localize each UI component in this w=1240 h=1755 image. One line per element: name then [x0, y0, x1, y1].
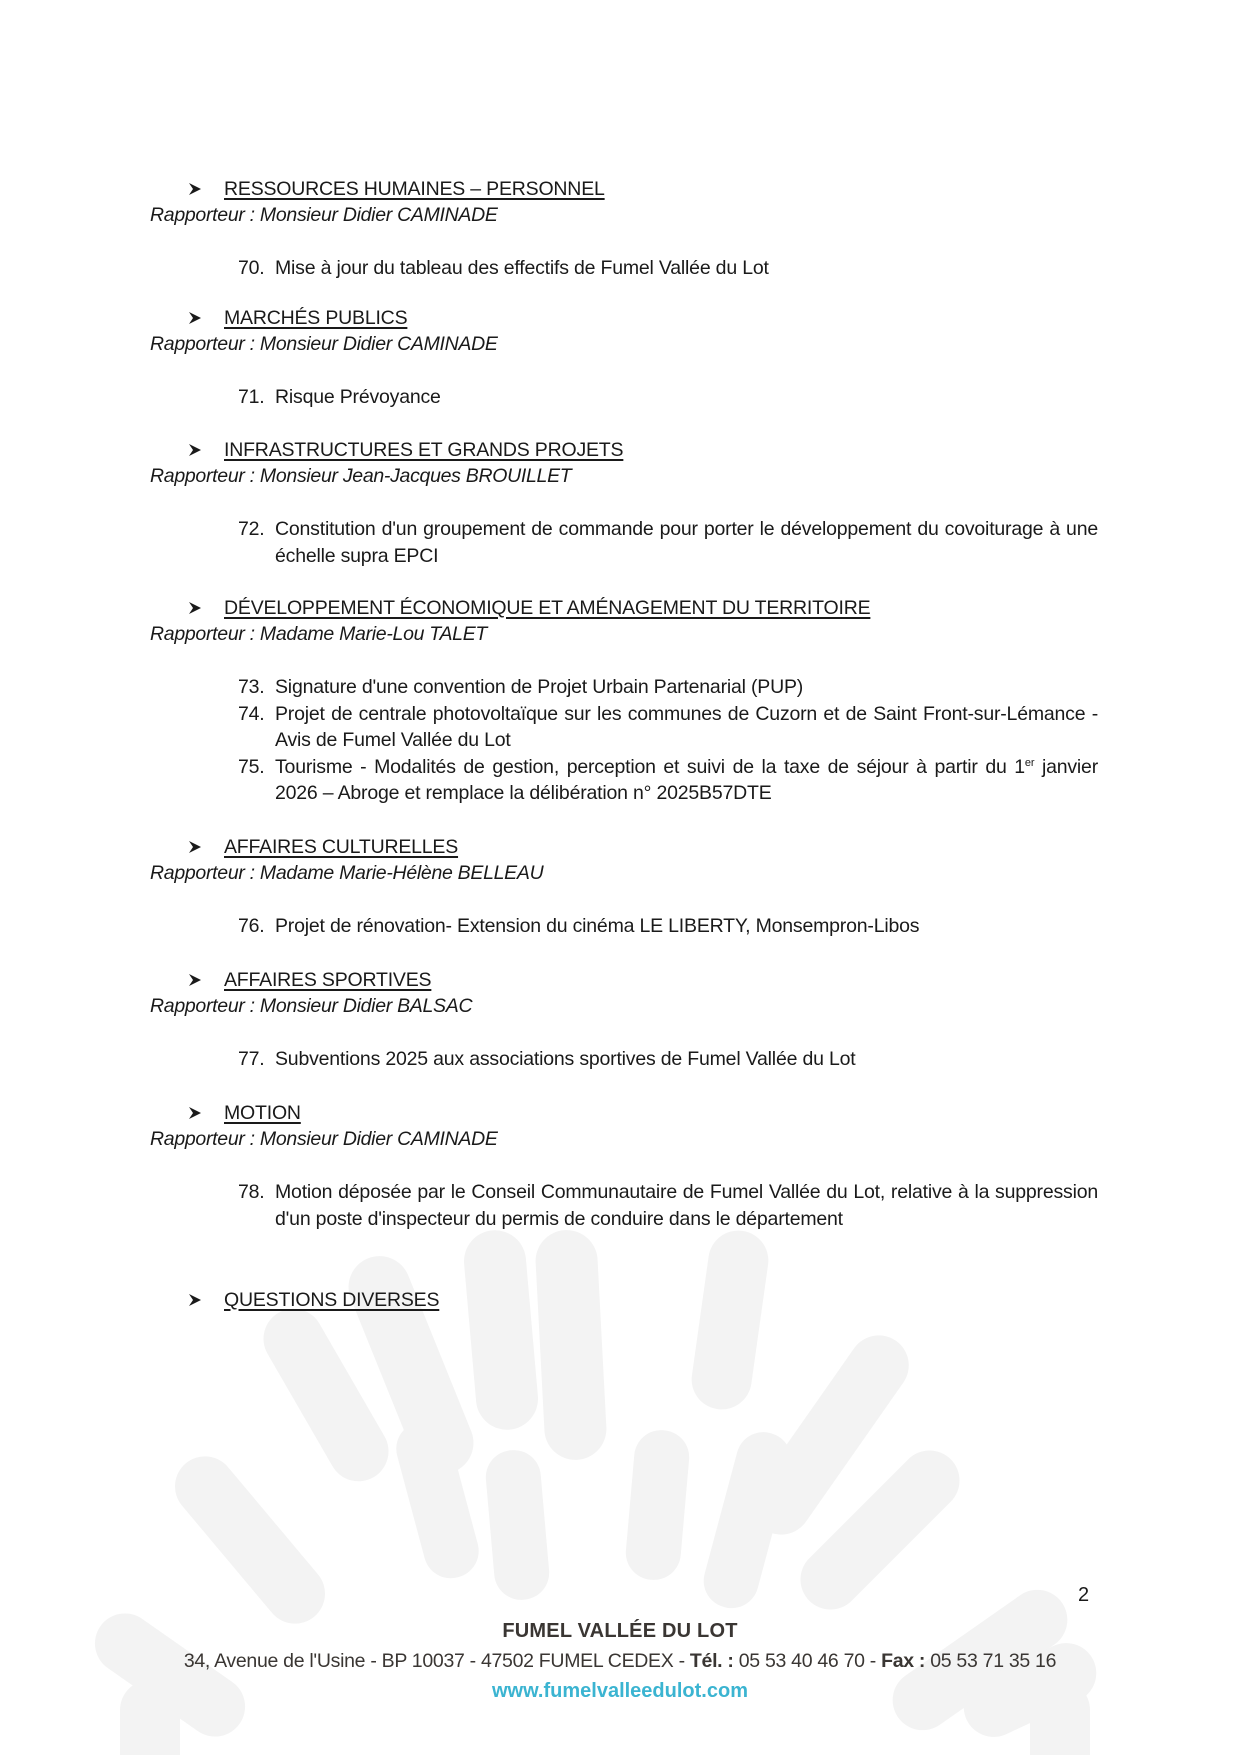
- item-text: Subventions 2025 aux associations sportives de Fumel Vallée du Lot: [275, 1048, 856, 1070]
- rapporteur: Rapporteur : Madame Marie-Hélène BELLEAU: [150, 862, 544, 884]
- item-number: 77.: [238, 1048, 265, 1070]
- agenda-item: [238, 1179, 1098, 1232]
- agenda-section-developpement-economique: [150, 595, 1100, 807]
- section-title: AFFAIRES CULTURELLES: [224, 835, 459, 858]
- item-text: Projet de centrale photovoltaïque sur les communes de Cuzorn et de Saint Front-sur-Lémance - Avis de Fumel Vallée du Lot: [275, 702, 1098, 751]
- agenda-section-affaires-culturelles: [150, 834, 1100, 940]
- rapporteur: Rapporteur : Madame Marie-Lou TALET: [150, 623, 488, 645]
- section-heading: [150, 1100, 1100, 1126]
- section-title: QUESTIONS DIVERSES: [224, 1288, 440, 1311]
- arrow-bullet-icon: [188, 443, 202, 457]
- item-text: Projet de rénovation- Extension du cinéma LE LIBERTY, Monsempron-Libos: [275, 915, 920, 937]
- item-number: 76.: [238, 915, 265, 937]
- item-text: Signature d'une convention de Projet Urbain Partenarial (PUP): [275, 676, 804, 698]
- item-text: Mise à jour du tableau des effectifs de Fumel Vallée du Lot: [275, 257, 769, 279]
- rapporteur: Rapporteur : Monsieur Didier CAMINADE: [150, 1128, 498, 1150]
- agenda-items: [238, 255, 1098, 282]
- rapporteur: Rapporteur : Monsieur Didier BALSAC: [150, 995, 473, 1017]
- agenda-item: [238, 913, 1098, 940]
- section-title: RESSOURCES HUMAINES – PERSONNEL: [224, 177, 605, 200]
- arrow-bullet-icon: [188, 840, 202, 854]
- fax-number: 05 53 71 35 16: [925, 1650, 1057, 1672]
- agenda-item: [238, 516, 1098, 569]
- agenda-item: [238, 1046, 1098, 1073]
- item-number: 75.: [238, 755, 265, 778]
- tel-label: Tél. :: [689, 1650, 734, 1672]
- arrow-bullet-icon: [188, 601, 202, 615]
- agenda-items: [238, 913, 1098, 940]
- arrow-bullet-icon: [188, 1293, 202, 1307]
- agenda-item: [238, 255, 1098, 282]
- address-text: 34, Avenue de l'Usine - BP 10037 - 47502 FUMEL CEDEX -: [183, 1650, 690, 1672]
- item-text: Motion déposée par le Conseil Communautaire de Fumel Vallée du Lot, relative à la suppression d'un poste d'inspecteur du permis de conduire dans le département: [275, 1181, 1098, 1230]
- item-number: 74.: [238, 702, 265, 725]
- tel-number: 05 53 40 46 70 -: [733, 1650, 882, 1672]
- agenda-items: [238, 1046, 1098, 1073]
- agenda-items: [238, 1179, 1098, 1232]
- agenda-items: [238, 384, 1098, 411]
- item-text: Risque Prévoyance: [275, 386, 441, 408]
- agenda-item: [238, 384, 1098, 411]
- section-heading: [150, 176, 1100, 202]
- agenda-section-marches-publics: [150, 305, 1100, 411]
- section-heading: [150, 437, 1100, 463]
- fax-label: Fax :: [881, 1650, 926, 1672]
- agenda-section-motion: [150, 1100, 1100, 1232]
- section-title: MARCHÉS PUBLICS: [224, 306, 408, 329]
- item-text: Tourisme - Modalités de gestion, perception et suivi de la taxe de séjour à partir du 1er janvier 2026 – Abroge et remplace la délibération n° 2025B57DTE: [275, 755, 1098, 804]
- section-heading: [150, 305, 1100, 331]
- rapporteur: Rapporteur : Monsieur Didier CAMINADE: [150, 333, 498, 355]
- agenda-items: [238, 516, 1098, 569]
- rapporteur: Rapporteur : Monsieur Didier CAMINADE: [150, 204, 498, 226]
- agenda-items: [238, 674, 1098, 807]
- arrow-bullet-icon: [188, 1106, 202, 1120]
- item-number: 72.: [238, 518, 265, 540]
- item-text: Constitution d'un groupement de commande pour porter le développement du covoiturage à une échelle supra EPCI: [275, 518, 1098, 567]
- agenda-section-infrastructures: [150, 437, 1100, 569]
- rapporteur: Rapporteur : Monsieur Jean-Jacques BROUILLET: [150, 465, 572, 487]
- agenda-section-ressources-humaines: [150, 176, 1100, 282]
- agenda-section-questions-diverses: [150, 1287, 1100, 1313]
- section-title: MOTION: [224, 1101, 301, 1124]
- footer-website-link[interactable]: www.fumelvalleedulot.com: [492, 1680, 748, 1702]
- item-number: 70.: [238, 257, 265, 279]
- page-number: 2: [1078, 1584, 1090, 1606]
- agenda-section-affaires-sportives: [150, 967, 1100, 1073]
- footer-organization: FUMEL VALLÉE DU LOT: [502, 1620, 738, 1642]
- section-heading: [150, 834, 1100, 860]
- item-number: 78.: [238, 1181, 265, 1203]
- section-title: INFRASTRUCTURES ET GRANDS PROJETS: [224, 438, 624, 461]
- arrow-bullet-icon: [188, 311, 202, 325]
- section-heading: [150, 967, 1100, 993]
- agenda-item: [238, 754, 1098, 807]
- item-number: 73.: [238, 676, 265, 698]
- agenda-item: [238, 701, 1098, 754]
- agenda-item: [238, 674, 1098, 701]
- section-title: DÉVELOPPEMENT ÉCONOMIQUE ET AMÉNAGEMENT DU TERRITOIRE: [224, 596, 871, 619]
- section-title: AFFAIRES SPORTIVES: [224, 968, 432, 991]
- item-number: 71.: [238, 386, 265, 408]
- footer-address: [0, 1650, 1240, 1673]
- section-heading: [150, 595, 1100, 621]
- arrow-bullet-icon: [188, 973, 202, 987]
- section-heading: [150, 1287, 1100, 1313]
- arrow-bullet-icon: [188, 182, 202, 196]
